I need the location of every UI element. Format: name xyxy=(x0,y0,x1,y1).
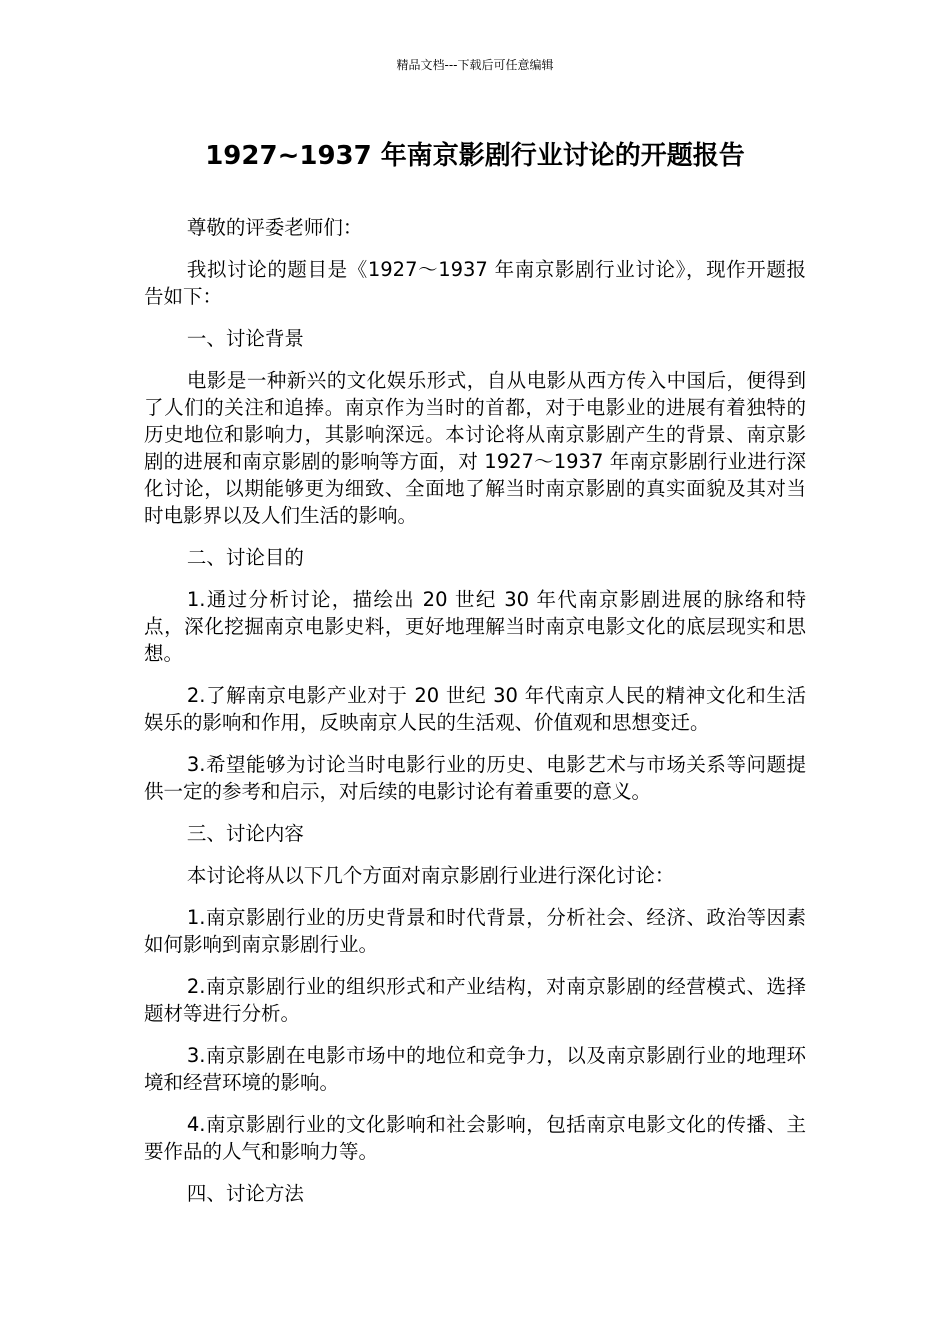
greeting-paragraph: 尊敬的评委老师们： xyxy=(186,216,363,239)
section-heading-method: 四、讨论方法 xyxy=(186,1182,304,1205)
document-body xyxy=(144,214,806,1222)
content-item-3: 3.南京影剧在电影市场中的地位和竞争力，以及南京影剧行业的地理环境和经营环境的影响。 xyxy=(144,1044,806,1094)
section-heading-purpose: 二、讨论目的 xyxy=(186,546,304,569)
content-item-4: 4.南京影剧行业的文化影响和社会影响，包括南京电影文化的传播、主要作品的人气和影响力等。 xyxy=(144,1113,806,1163)
section-heading-background: 一、讨论背景 xyxy=(186,327,304,350)
background-paragraph: 电影是一种新兴的文化娱乐形式，自从电影从西方传入中国后，便得到了人们的关注和追捧。南京作为当时的首都，对于电影业的进展有着独特的历史地位和影响力，其影响深远。本讨论将从南京影剧产生的背景、南京影剧的进展和南京影剧的影响等方面，对 1927～1937 年南京影剧行业进行深化讨论，以期能够更为细致、全面地了解当时南京影剧的真实面貌及其对当时电影界以及人们生活的影响。 xyxy=(144,369,806,527)
header-note: 精品文档---下载后可任意编辑 xyxy=(396,58,554,72)
purpose-item-2: 2.了解南京电影产业对于 20 世纪 30 年代南京人民的精神文化和生活娱乐的影响和作用，反映南京人民的生活观、价值观和思想变迁。 xyxy=(144,684,806,734)
content-item-2: 2.南京影剧行业的组织形式和产业结构，对南京影剧的经营模式、选择题材等进行分析。 xyxy=(144,975,806,1025)
purpose-item-3: 3.希望能够为讨论当时电影行业的历史、电影艺术与市场关系等问题提供一定的参考和启示，对后续的电影讨论有着重要的意义。 xyxy=(144,753,806,803)
section-heading-content: 三、讨论内容 xyxy=(186,822,304,845)
content-intro-paragraph: 本讨论将从以下几个方面对南京影剧行业进行深化讨论： xyxy=(186,864,675,887)
document-title: 1927~1937 年南京影剧行业讨论的开题报告 xyxy=(205,141,745,171)
purpose-item-1: 1.通过分析讨论，描绘出 20 世纪 30 年代南京影剧进展的脉络和特点，深化挖掘南京电影史料，更好地理解当时南京电影文化的底层现实和思想。 xyxy=(144,588,806,665)
content-item-1: 1.南京影剧行业的历史背景和时代背景，分析社会、经济、政治等因素如何影响到南京影剧行业。 xyxy=(144,906,806,956)
intro-paragraph: 我拟讨论的题目是《1927～1937 年南京影剧行业讨论》，现作开题报告如下： xyxy=(144,258,806,308)
